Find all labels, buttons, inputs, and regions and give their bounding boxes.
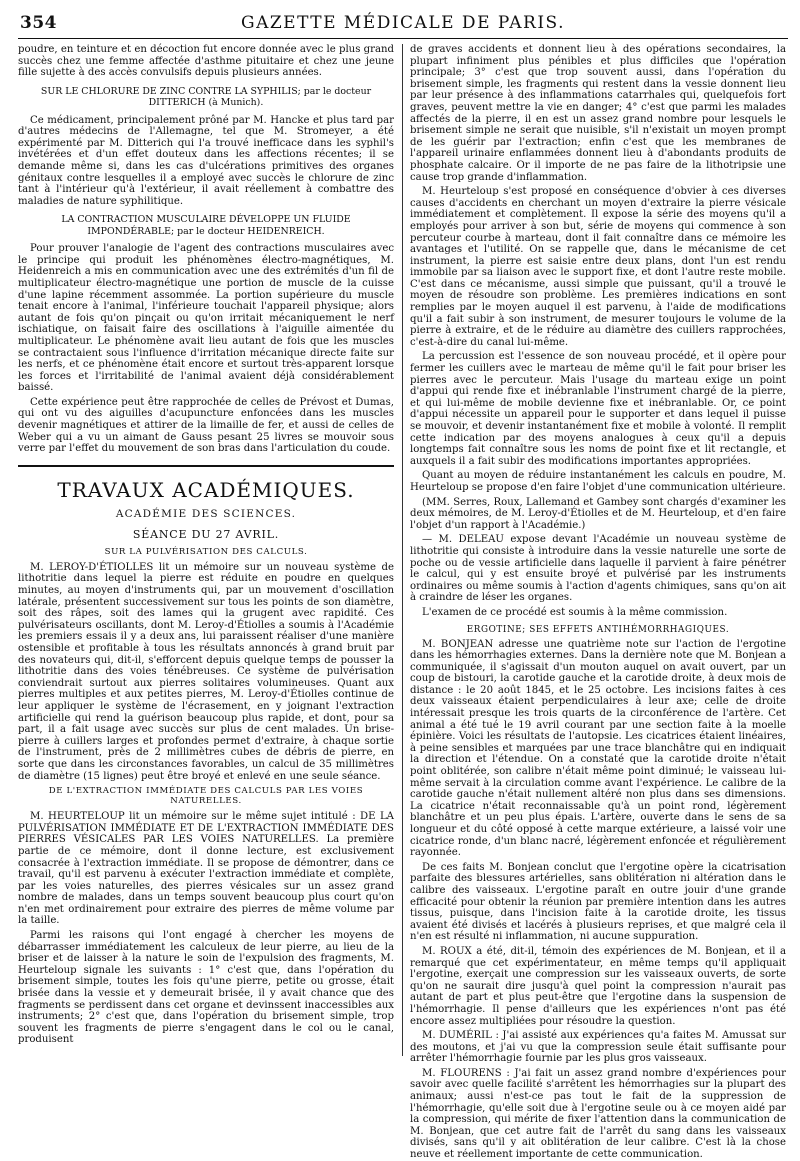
double-rule <box>18 465 394 470</box>
paragraph: La percussion est l'essence de son nouveau procédé, et il opère pour fermer les cuillers avec le marteau de même qu'il le fait pour briser les pierres avec le percuteur. Mais l'usage du marteau exige un point d'appui qui rende fixe et inébranlable l'instrument chargé de la pierre, et qui lui-même de mobile devienne fixe et inébranlable. Or, ce point d'appui nécessite un appareil pour le supporter et dans lequel il puisse se mouvoir, et devenir instantanément fixe et mobile à volonté. Il remplit cette indication par des moyens analogues à ceux qu'il a depuis longtemps fait connaître sous les noms de point fixe et lit rectangle, et auxquels il a fait subir des modifications importantes appropriées. <box>410 351 786 467</box>
paragraph: Pour prouver l'analogie de l'agent des contractions musculaires avec le principe qui produit les phénomènes électro-magnétiques, M. Heidenreich a mis en communication avec une des extrémités d'un fil de multiplicateur électro-magnétique une portion de muscle de la cuisse d'une lapine récemment assommée. La portion supérieure du muscle tenait encore à l'animal, l'inférieure touchait l'appareil physique; alors autant de fois qu'on pinçait ou qu'on irritait mécaniquement le nerf ischiatique, on faisait faire des oscillations à l'aiguille aimentée du multiplicateur. Le phénomène avait lieu autant de fois que les muscles se contractaient sous l'influence d'irritation mécanique directe faite sur les nerfs, et ce phénomène était encore et surtout très-apparent lorsque les forces et l'irritabilité de l'animal avaient déjà considérablement baissé. <box>18 243 394 394</box>
two-column-body <box>18 44 788 1161</box>
paragraph: Ce médicament, principalement prôné par M. Hancke et plus tard par d'autres médecins de l'Allemagne, tel que M. Stromeyer, a été expérimenté par M. Ditterich qui l'a trouvé inefficace dans les syphil's invétérées et d'un effet douteux dans les affections récentes; il se demande même si, dans les cas d'ulcérations primitives des organes génitaux contre lesquelles il a employé avec succès le chlorure de zinc tant à l'intérieur qu'à l'extérieur, il avait réellement à combattre des maladies de nature syphilitique. <box>18 114 394 207</box>
subsection-heading: DE L'EXTRACTION IMMÉDIATE DES CALCULS PAR LES VOIES NATURELLES. <box>48 786 364 807</box>
paragraph: M. FLOURENS : J'ai fait un assez grand nombre d'expériences pour savoir avec quelle facilité s'arrêtent les hémorrhagies sur la plupart des animaux; aussi n'est-ce pas tout le fait de la suppression de l'hémorrhagie, qu'elle soit due à l'ergotine seule ou à ce moyen aidé par la compression, qui mérite de fixer l'attention dans la communication de M. Bonjean, que cet autre fait de l'arrêt du sang dans les vaisseaux divisés, sans qu'il y ait oblitération de leur calibre. C'est là la chose neuve et réellement importante de cette communication. <box>410 1067 786 1161</box>
right-column <box>410 44 786 1161</box>
paragraph: M. BONJEAN adresse une quatrième note sur l'action de l'ergotine dans les hémorrhagies externes. Dans la dernière note que M. Bonjean a communiquée, il s'agissait d'un mouton auquel on avait ouvert, par un coup de bistouri, la carotide gauche et la carotide droite, à deux mois de distance : le 20 août 1845, et le 25 octobre. Les incisions faites à ces deux vaisseaux étaient perpendiculaires à leur axe; celle de droite intéressait presque les trois quarts de la circonférence de l'artère. Cet animal a été tué le 19 avril courant par une section faite à la moelle épinière. Voici les résultats de l'autopsie. Les cicatrices étaient linéaires, à peine sensibles et marquées par une trace blanchâtre qui en indiquait la direction et l'étendue. On a constaté que la carotide droite n'était point oblitérée, son calibre n'était même point diminué; le vaisseau lui-même servait à la circulation comme avant l'expérience. Le calibre de la carotide gauche n'était nullement altéré non plus dans ses dimensions. La cicatrice n'était reconnaissable qu'à un point rond, légèrement blanchâtre et un peu plus épais. L'artère, ouverte dans le sens de sa longueur et du côté opposé à cette marque extérieure, a laissé voir une cicatrice ronde, d'un blanc nacré, légèrement enfoncée et régulièrement rayonnée. <box>410 638 786 859</box>
session-date: SÉANCE DU 27 AVRIL. <box>132 527 280 541</box>
paragraph: Cette expérience peut être rapprochée de celles de Prévost et Dumas, qui ont vu des aiguilles d'acupuncture enfoncées dans les muscles devenir magnétiques et attirer de la limaille de fer, et aussi de celles de Weber qui a vu un aimant de Gauss pesant 25 livres se mouvoir sous verre par l'effet du mouvement de son bras dans l'articulation du coude. <box>18 396 394 455</box>
paragraph: Parmi les raisons qui l'ont engagé à chercher les moyens de débarrasser immédiatement les calculeux de leur pierre, au lieu de la briser et de laisser à la nature le soin de l'expulsion des fragments, M. Heurteloup signale les suivants : 1° c'est que, dans l'opération du brisement simple, toutes les fois qu'une pierre, petite ou grosse, était brisée dans la vessie et y demeurait brisée, il y avait chance que des fragments se perdissent dans cet organe et devinssent inaccessibles aux instruments; 2° c'est que, dans l'opération du brisement simple, trop souvent les fragments de pierre s'engagent dans le col ou le canal, produisent <box>18 930 394 1046</box>
paragraph: de graves accidents et donnent lieu à des opérations secondaires, la plupart infiniment plus pénibles et plus difficiles que l'opération principale; 3° c'est que trop souvent aussi, dans l'opération du brisement simple, les fragments qui restent dans la vessie donnent lieu par leur présence à des inflammations catarrhales qui, quelquefois fort graves, peuvent mettre la vie en danger; 4° c'est que parmi les malades affectés de la pierre, il en est un assez grand nombre pour lesquels le brisement simple ne serait que nuisible, s'il n'existait un moyen prompt de les guérir par l'extraction; enfin c'est que les membranes de l'appareil urinaire enflammées donnent lieu à d'abondants produits de phosphate calcaire. Or il importe de ne pas faire de la lithotripsie une cause trop grande d'inflammation. <box>410 44 786 183</box>
paragraph: poudre, en teinture et en décoction fut encore donnée avec le plus grand succès chez une femme affectée d'asthme pituitaire et chez une jeune fille sujette à des accès convulsifs depuis plusieurs années. <box>18 44 394 79</box>
paragraph: M. ROUX a été, dit-il, témoin des expériences de M. Bonjean, et il a remarqué que cet expérimentateur, en même temps qu'il appliquait l'ergotine, exerçait une compression sur les vaisseaux ouverts, de sorte qu'on ne saurait dire jusqu'à quel point la compression n'aurait pas autant de part et plus peut-être que l'ergotine dans la suspension de l'hémorrhagie. Il pense d'ailleurs que les expériences n'ont pas été encore assez multipliées pour résoudre la question. <box>410 945 786 1027</box>
column-divider <box>402 44 403 1056</box>
subsection-heading: SUR LA PULVÉRISATION DES CALCULS. <box>104 546 308 557</box>
paragraph: M. HEURTELOUP lit un mémoire sur le même sujet intitulé : DE LA PULVÉRISATION IMMÉDIATE ET DE L'EXTRACTION IMMÉDIATE DES PIERRES VÉSICALES PAR LES VOIES NATURELLES. La première partie de ce mémoire, dont il donne lecture, est exclusivement consacrée à l'extraction immédiate. Il se propose de démontrer, dans ce travail, qu'il est parvenu à exécuter l'extraction immédiate et complète, par les voies naturelles, des pierres vésicales sur un assez grand nombre de malades, dans un temps souvent beaucoup plus court qu'on n'en met ordinairement pour extraire des pierres de même volume par la taille. <box>18 811 394 927</box>
paragraph: — M. DELEAU expose devant l'Académie un nouveau système de lithotritie qui consiste à introduire dans la vessie naturelle une sorte de poche ou de vessie artificielle dans laquelle il parvient à faire pénétrer le calcul, qui y est ensuite broyé et pulvérisé par les instruments ordinaires ou même soumis à l'action d'agents chimiques, sans qu'on ait à craindre de léser les organes. <box>410 534 786 604</box>
paragraph: M. Heurteloup s'est proposé en conséquence d'obvier à ces diverses causes d'accidents en cherchant un moyen d'extraire la pierre vésicale immédiatement et complètement. Il expose la série des moyens qu'il a employés pour arriver à son but, série de moyens qui commence à son percuteur courbe à marteau, dont il fait connaître dans ce mémoire les avantages et l'utilité. On se rappelle que, dans le mécanisme de cet instrument, la pierre est saisie entre deux plans, dont l'un est rendu immobile par sa liaison avec le support fixe, et dont l'autre reste mobile. C'est dans ce mécanisme, aussi simple que puissant, qu'il a trouvé le moyen de résoudre son problème. Les premières indications en sont remplies par le moyen auquel il est parvenu, à l'aide de modifications qu'il a fait subir à son instrument, de mesurer toujours le volume de la pierre à extraire, et de le réduire au diamètre des cuillers rapprochées, c'est-à-dire du canal lui-même. <box>410 186 786 348</box>
paragraph: De ces faits M. Bonjean conclut que l'ergotine opère la cicatrisation parfaite des blessures artérielles, sans oblitération ni altération dans le calibre des vaisseaux. L'ergotine paraît en outre jouir d'une grande efficacité pour obtenir la réunion par première intention dans les autres tissus, puisque, dans l'incision faite à la carotide droite, les tissus avaient été divisés et lacérés à plusieurs reprises, et que malgré cela il n'en est résulté ni inflammation, ni aucune suppuration. <box>410 861 786 943</box>
paragraph: L'examen de ce procédé est soumis à la même commission. <box>422 606 728 618</box>
page-number: 354 <box>20 13 57 33</box>
paragraph: M. DUMÉRIL : J'ai assisté aux expériences qu'a faites M. Amussat sur des moutons, et j'ai vu que la compression seule était suffisante pour arrêter l'hémorrhagie fournie par les plus gros vaisseaux. <box>410 1030 786 1065</box>
article-heading: LA CONTRACTION MUSCULAIRE DÉVELOPPE UN FLUIDE IMPONDÉRABLE; par le docteur HEIDENREICH. <box>61 214 351 237</box>
paragraph: (MM. Serres, Roux, Lallemand et Gambey sont chargés d'examiner les deux mémoires, de M. Leroy-d'Étiolles et de M. Heurteloup, et d'en faire l'objet d'un rapport à l'Académie.) <box>410 496 786 531</box>
section-title: TRAVAUX ACADÉMIQUES. <box>57 477 355 502</box>
running-title: GAZETTE MÉDICALE DE PARIS. <box>241 13 565 33</box>
journal-page <box>18 12 788 1161</box>
article-heading: SUR LE CHLORURE DE ZINC CONTRE LA SYPHILIS; par le docteur DITTERICH (à Munich). <box>40 85 372 109</box>
paragraph: M. LEROY-D'ÉTIOLLES lit un mémoire sur un nouveau système de lithotritie dans lequel la pierre est réduite en poudre en quelques minutes, au moyen d'instruments qui, par un mouvement d'oscillation latérale, présentent successivement sur tous les points de son diamètre, soit des râpes, soit des lames qui la grugent avec rapidité. Ces pulvérisateurs oscillants, dont M. Leroy-d'Étiolles a soumis à l'Académie les premiers essais il y a deux ans, lui paraissent réaliser d'une manière ostensible et profitable à tous les résultats annoncés à grand bruit par des novateurs qui, dit-il, s'efforcent depuis quelque temps de pousser la lithotritie dans des voies ténébreuses. Ce système de pulvérisation conviendrait surtout aux pierres solitaires volumineuses. Quant aux pierres multiples et aux petites pierres, M. Leroy-d'Étiolles continue de leur appliquer le système de l'écrasement, en y joignant l'extraction artificielle qui rend la guérison beaucoup plus rapide, et dont, pour sa part, il a fait usage avec succès sur plus de cent malades. Un brise-pierre à cuillers larges et profondes permet d'extraire, à chaque sortie de l'instrument, près de 2 millimètres cubes de débris de pierre, en sorte que dans les circonstances favorables, un calcul de 35 millimètres de diamètre (15 lignes) peut être broyé et enlevé en une seule séance. <box>18 561 394 782</box>
paragraph: Quant au moyen de réduire instantanément les calculs en poudre, M. Heurteloup se propose d'en faire l'objet d'une communication ultérieure. <box>410 470 786 493</box>
running-header <box>18 12 788 39</box>
academy-title: ACADÉMIE DES SCIENCES. <box>115 507 297 520</box>
subsection-heading: ERGOTINE; SES EFFETS ANTIHÉMORRHAGIQUES. <box>466 624 730 635</box>
left-column <box>18 44 394 1056</box>
